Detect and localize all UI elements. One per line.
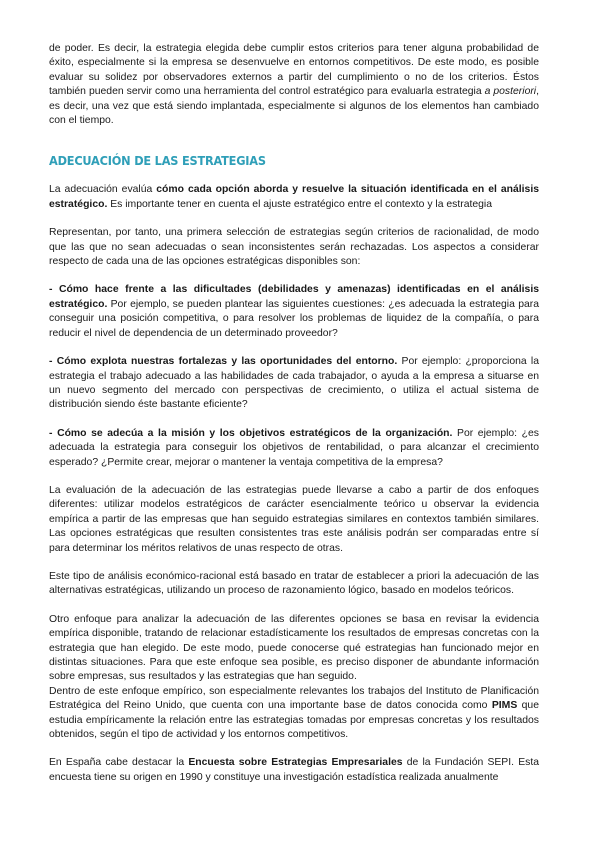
list-item-title: - Cómo se adecúa a la misión y los objetivos estratégicos de la organización.: [49, 427, 453, 439]
list-item-fortalezas: - Cómo explota nuestras fortalezas y las oportunidades del entorno. Por ejemplo: ¿proporciona la estrategia el trabajo adecuado a las habilidades de cada trabajador, o ayuda a la empresa a situarse en un nuevo segmento del mercado con perspectivas de crecimiento, o utiliza el actual sistema de distribución siendo éste bastante eficiente?: [49, 356, 539, 411]
paragraph-pims: Dentro de este enfoque empírico, son especialmente relevantes los trabajos del Instituto de Planificación Estratégica del Reino Unido, que cuenta con una importante base de datos conocida como PIMS que estudia empíricamente la relación entre las estrategias tomadas por empresas concretas y los resultados obtenidos, según el tipo de actividad y los entornos competitivos.: [49, 685, 539, 741]
list-item-title: - Cómo explota nuestras fortalezas y las oportunidades del entorno.: [49, 356, 398, 368]
pims-term: PIMS: [491, 700, 518, 712]
list-item-dificultades: - Cómo hace frente a las dificultades (debilidades y amenazas) identificadas en el análisis estratégico. Por ejemplo, se pueden plantear las siguientes cuestiones: ¿es adecuada la estrategia para conseguir una posición competitiva, o para resolver los problemas de liquidez de la compañía, o para reducir el nivel de dependencia de un determinado proveedor?: [49, 284, 539, 339]
document-body: [49, 42, 539, 785]
emphasis-text: cómo cada opción aborda y resuelve la situación identificada en el análisis estratégico.: [49, 184, 539, 210]
paragraph-evaluacion: La evaluación de la adecuación de las estrategias puede llevarse a cabo a partir de dos enfoques diferentes: utilizar modelos estratégicos de carácter esencialmente teórico u observar la evidencia empírica a partir de las empresas que han seguido estrategias similares en contextos también similares. Las opciones estratégicas que resulten consistentes tras este análisis podrán ser comparadas entre sí para determinar los méritos relativos de unas respecto de otras.: [49, 484, 539, 554]
section-heading: ADECUACIÓN DE LAS ESTRATEGIAS: [49, 153, 266, 169]
paragraph-enfoque-empirico: Otro enfoque para analizar la adecuación de las diferentes opciones se basa en revisar la evidencia empírica disponible, tratando de relacionar estadísticamente los resultados de empresas concretas con la estrategia que han elegido. De este modo, puede conocerse qué estrategias han funcionado mejor en distintas situaciones. Para que este enfoque sea posible, es preciso disponer de abundante información sobre empresas, sus resultados y las estrategias que han seguido.: [49, 613, 539, 683]
list-item-title: - Cómo hace frente a las dificultades (debilidades y amenazas) identificadas en el análisis estratégico.: [49, 284, 539, 310]
survey-name: Encuesta sobre Estrategias Empresariales: [188, 757, 403, 769]
list-item-mision: - Cómo se adecúa a la misión y los objetivos estratégicos de la organización. Por ejemplo: ¿es adecuada la estrategia para conseguir los objetivos de rentabilidad, o para alcanzar el crecimiento esperado? ¿Permite crear, mejorar o mantener la ventaja competitiva de la empresa?: [49, 427, 539, 468]
paragraph-espana: En España cabe destacar la Encuesta sobre Estrategias Empresariales de la Fundación SEPI. Esta encuesta tiene su origen en 1990 y constituye una investigación estadística realizada anualmente: [49, 757, 539, 783]
paragraph-representan: Representan, por tanto, una primera selección de estrategias según criterios de racionalidad, de modo que las que no sean adecuadas o sean inconsistentes serán rechazadas. Los aspectos a considerar respecto de cada una de las opciones estratégicas disponibles son:: [49, 227, 539, 268]
paragraph-adecuacion: La adecuación evalúa cómo cada opción aborda y resuelve la situación identificada en el análisis estratégico. Es importante tener en cuenta el ajuste estratégico entre el contexto y la estrategia: [49, 184, 539, 210]
paragraph-criterios: de poder. Es decir, la estrategia elegida debe cumplir estos criterios para tener alguna probabilidad de éxito, especialmente si la empresa se desenvuelve en entornos competitivos. De este modo, es posible evaluar su solidez por observadores externos a partir del cumplimiento o no de los criterios. Éstos también pueden servir como una herramienta del control estratégico para evaluarla estrategia a posteriori, es decir, una vez que está siendo implantada, especialmente si algunos de los elementos han cambiado con el tiempo.: [49, 43, 540, 127]
italic-a-posteriori: a posteriori: [484, 86, 537, 98]
paragraph-analisis-racional: Este tipo de análisis económico-racional está basado en tratar de establecer a priori la adecuación de las alternativas estratégicas, utilizando un proceso de razonamiento lógico, basado en modelos teóricos.: [49, 570, 539, 597]
